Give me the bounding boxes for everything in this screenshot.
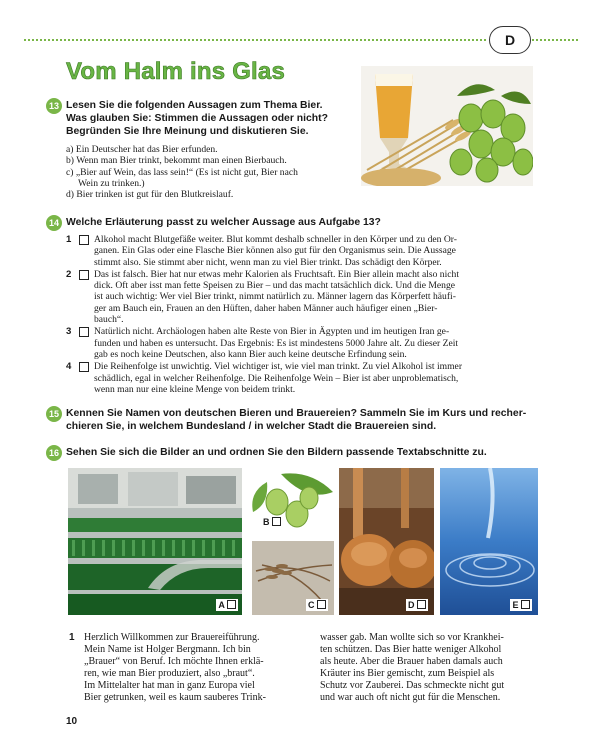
image-label-e — [510, 599, 532, 611]
text-section-number: 1 — [69, 632, 75, 643]
explanation-line: Die Reihenfolge ist unwichtig. Viel wichtiger ist, wie viel man trinkt. Zu viel Alkohol ist immer — [94, 361, 463, 373]
image-label-c — [306, 599, 328, 611]
text-line: Mein Name ist Holger Bergmann. Ich bin — [84, 643, 251, 655]
image-checkbox[interactable] — [521, 600, 530, 609]
explanation-line: ger am Bauch ein, Frauen an den Hüften, daher haben Männer auch häufiger einen „Bier- — [94, 302, 438, 314]
explanation-line: stimmt also. Sie stimmt aber nicht, wenn man zu viel Bier trinkt. Das schädigt den Körper. — [94, 256, 442, 268]
explanation-line: Natürlich nicht. Archäologen haben alte Reste von Bier in Ägypten und im heutigen Iran ge- — [94, 326, 450, 338]
answer-checkbox[interactable] — [79, 362, 89, 372]
text-line: ten schützen. Das Bier hatte weniger Alkohol — [320, 643, 502, 655]
exercise-14-number: 14 — [46, 215, 62, 231]
header-dotted-rule-right — [532, 39, 578, 41]
statement-c-continued: Wein zu trinken.) — [78, 177, 145, 189]
explanation-line: gab es noch keine Deutschen, also kann Bier auch keine deutsche Erfindung sein. — [94, 348, 407, 360]
explanation-item — [66, 361, 546, 395]
explanation-line: funden und haben es untersucht. Das Ergebnis: Es ist mindestens 5000 Jahre alt. Zu dieser Zeit — [94, 337, 459, 349]
text-line: Bier getrunken, weil es kaum sauberes Trink- — [84, 691, 266, 703]
explanation-number: 2 — [66, 268, 72, 280]
explanation-number: 4 — [66, 361, 72, 373]
exercise-13-heading-line: Lesen Sie die folgenden Aussagen zum Thema Bier. — [66, 100, 323, 111]
page-number: 10 — [66, 716, 78, 727]
exercise-15-number: 15 — [46, 406, 62, 422]
image-checkbox[interactable] — [227, 600, 236, 609]
exercise-16-number: 16 — [46, 445, 62, 461]
explanation-line: bauch“. — [94, 314, 124, 326]
image-letter: A — [218, 600, 225, 610]
exercise-13-number: 13 — [46, 98, 62, 114]
brewhouse-photo — [339, 468, 434, 615]
text-line: Im Mittelalter hat man in ganz Europa viel — [84, 679, 255, 691]
image-checkbox[interactable] — [417, 600, 426, 609]
text-line: ren, wie man Bier produziert, also „braut“. — [84, 667, 255, 679]
text-line: und war auch oft nicht gut für die Menschen. — [320, 691, 501, 703]
statement-c: c) „Bier auf Wein, das lass sein!“ (Es ist nicht gut, Bier nach — [66, 166, 298, 178]
explanation-number: 3 — [66, 326, 72, 338]
section-letter: D — [489, 26, 531, 54]
statement-a: a) Ein Deutscher hat das Bier erfunden. — [66, 144, 218, 155]
text-line: Kräuter ins Bier gemischt, zum Beispiel als — [320, 667, 495, 679]
bottling-line-photo — [68, 468, 242, 615]
statement-d: d) Bier trinken ist gut für den Blutkreislauf. — [66, 189, 234, 201]
image-letter: C — [307, 600, 315, 610]
exercise-14 — [48, 216, 546, 395]
text-line: Herzlich Willkommen zur Brauereiführung. — [84, 632, 260, 643]
exercise-16-heading: Sehen Sie sich die Bilder an und ordnen Sie den Bildern passende Textabschnitte zu. — [66, 447, 487, 458]
answer-checkbox[interactable] — [79, 270, 89, 280]
explanation-line: schädlich, egal in welcher Reihenfolge. Die Reihenfolge Wein – Bier ist aber unproblematisch, — [94, 372, 459, 384]
image-letter: E — [512, 600, 519, 610]
exercise-13-heading-line: Was glauben Sie: Stimmen die Aussagen oder nicht? — [66, 113, 328, 124]
image-label-d — [406, 599, 428, 611]
explanation-line: wenn man nur eine kleine Menge von beidem trinkt. — [94, 383, 296, 395]
image-letter: D — [407, 600, 415, 610]
exercise-13 — [48, 99, 358, 201]
text-line: „Brauer“ von Beruf. Ich möchte Ihnen erklä- — [84, 655, 264, 667]
explanation-number: 1 — [66, 234, 72, 245]
explanation-line: Das ist falsch. Bier hat nur etwas mehr Kalorien als Fruchtsaft. Ein Bier allein macht also nicht — [94, 268, 459, 280]
text-section-1 — [69, 632, 304, 703]
exercise-13-heading-line: Begründen Sie Ihre Meinung und diskutieren Sie. — [66, 126, 309, 137]
text-line: wasser gab. Man wollte sich so vor Krankhei- — [320, 632, 504, 643]
exercise-14-heading: Welche Erläuterung passt zu welcher Aussage aus Aufgabe 13? — [66, 217, 381, 228]
text-line: als heute. Aber die Brauer haben damals auch — [320, 655, 503, 667]
image-checkbox[interactable] — [272, 517, 281, 526]
explanation-item — [66, 234, 546, 268]
exercise-15-heading-line: Kennen Sie Namen von deutschen Bieren und Brauereien? Sammeln Sie im Kurs und recher- — [66, 408, 527, 419]
text-section-1-continued — [320, 632, 545, 703]
explanation-item — [66, 269, 546, 325]
explanation-line: Alkohol macht Blutgefäße weiter. Blut kommt deshalb schneller in den Körper und zu den Or- — [94, 234, 457, 245]
hops-photo — [247, 468, 335, 534]
image-label-a — [216, 599, 238, 611]
image-checkbox[interactable] — [317, 600, 326, 609]
exercise-15 — [48, 407, 556, 433]
page-title: Vom Halm ins Glas — [66, 58, 286, 85]
answer-checkbox[interactable] — [79, 235, 89, 245]
image-label-b — [261, 516, 283, 528]
explanation-line: ist auch wichtig: Wer viel Bier trinkt, nimmt natürlich zu. Männer lagern das Körperfett häufi- — [94, 291, 456, 303]
explanation-item — [66, 326, 546, 360]
explanation-line: ganen. Ein Glas oder eine Flasche Bier können also gut für den Organismus sein. Die Aussage — [94, 245, 456, 257]
statement-b: b) Wenn man Bier trinkt, bekommt man einen Bierbauch. — [66, 155, 287, 167]
header-dotted-rule-left — [24, 39, 486, 41]
wheat-photo — [252, 541, 334, 615]
explanation-line: dick. Oft aber isst man fette Speisen zu Bier – und das macht tatsächlich dick. Und die Menge — [94, 280, 455, 292]
beer-and-hops-photo — [361, 66, 533, 186]
water-photo — [440, 468, 538, 615]
text-line: Schutz vor Zauberei. Das schmeckte nicht gut — [320, 679, 505, 691]
image-letter: B — [263, 517, 270, 527]
exercise-16 — [48, 446, 556, 459]
answer-checkbox[interactable] — [79, 327, 89, 337]
exercise-15-heading-line: chieren Sie, in welchem Bundesland / in welcher Stadt die Brauereien sind. — [66, 421, 437, 432]
